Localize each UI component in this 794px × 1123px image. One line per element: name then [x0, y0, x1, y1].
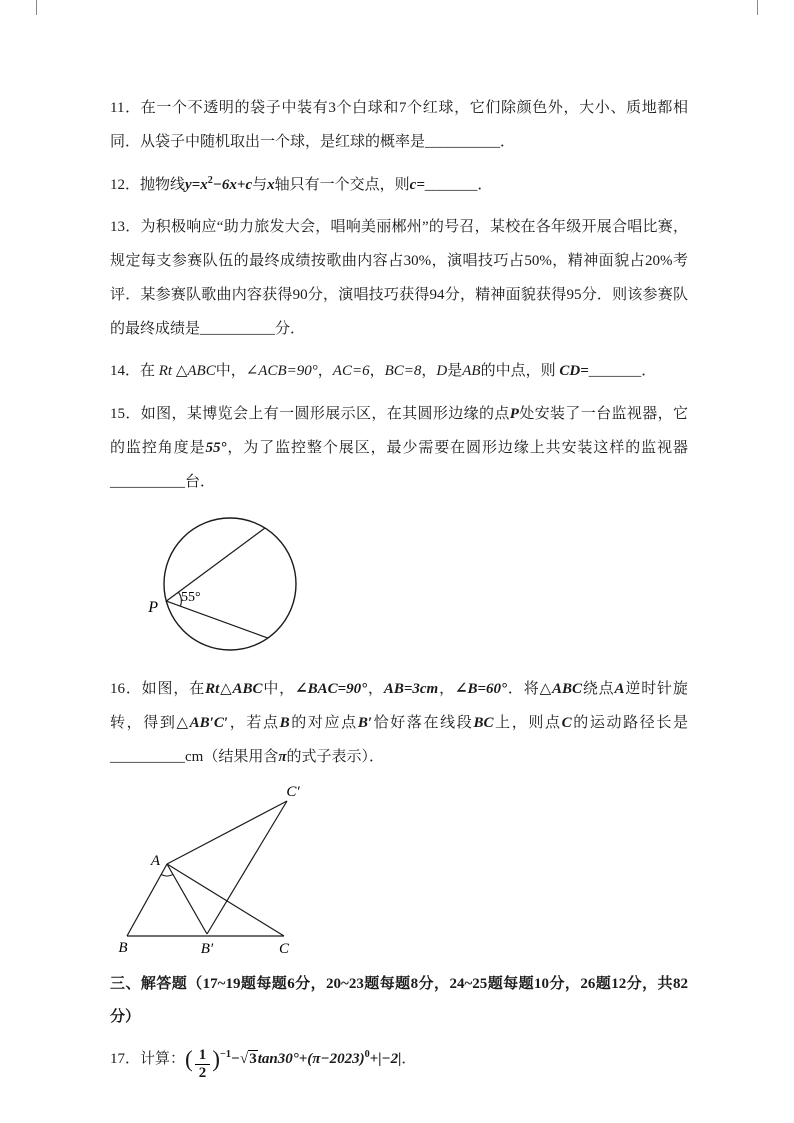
crop-mark-right [757, 0, 758, 15]
side-AC [167, 864, 284, 936]
chord-lower [166, 601, 268, 638]
section-header: 三、解答题（17~19题每题6分，20~23题每题8分，24~25题每题10分，26题12分，共82分） [110, 975, 688, 1026]
angle-55-label: 55° [181, 590, 201, 606]
point-c-label: C [278, 940, 290, 957]
side-AB-prime [167, 864, 207, 934]
display-circle [164, 518, 296, 650]
question-12: 12．抛物线$y=x^2-6x+c$与x轴只有一个交点，则c=_______． [110, 174, 493, 193]
triangle-figure-svg [110, 784, 320, 958]
question-15: 15．如图，某博览会上有一圆形展示区，在其圆形边缘的点P处安装了一台监视器，它的监控角度是55°，为了监控整个展区，最少需要在圆形边缘上共安装这样的监视器__________台． [110, 406, 688, 490]
question-11: 11．在一个不透明的袋子中装有3个白球和7个红球，它们除颜色外，大小、质地都相同．从袋子中随机取出一个球，是红球的概率是__________． [110, 100, 688, 150]
triangle-figure [110, 784, 688, 958]
question-13: 13．为积极响应“助力旅发大会，唱响美丽郴州”的号召，某校在各年级开展合唱比赛，规定每支参赛队伍的最终成绩按歌曲内容占30%，演唱技巧占50%，精神面貌占20%考评．某参赛队歌曲内容获得90分，演唱技巧获得94分，精神面貌获得95分．则该参赛队的最终成绩是__________分． [110, 219, 688, 337]
circle-figure [112, 509, 688, 661]
point-b-prime-label: B′ [200, 940, 214, 957]
question-17: 17．计算：( $\frac{1}{2}$ )$^{-1}-√3\tan 30^\circ+(\pi-2023)^0+|-2|$． [110, 1046, 417, 1082]
side-AB [127, 864, 167, 936]
question-14: 14．在 Rt △ABC中，∠ACB=90°，AC=6，BC=8，D是AB的中点，则 CD=_______． [110, 363, 657, 380]
side-BprimeCprime [207, 801, 287, 934]
rotation-angle-arc [161, 874, 173, 876]
circle-figure-svg [112, 509, 342, 661]
point-b-label: B [118, 939, 128, 956]
point-p-label: P [148, 599, 158, 617]
crop-mark-left [36, 0, 37, 15]
side-AC-prime [167, 801, 287, 864]
point-c-prime-label: C′ [286, 783, 300, 800]
question-16: 16．如图，在Rt△ABC中，∠BAC=90°，AB=3cm，∠B=60°．将△ABC绕点A逆时针旋转，得到△AB′C′，若点B的对应点B′恰好落在线段BC上，则点C的运动路径长是__________cm（结果用含π的式子表示）． [110, 681, 688, 765]
point-a-label: A [150, 852, 160, 869]
